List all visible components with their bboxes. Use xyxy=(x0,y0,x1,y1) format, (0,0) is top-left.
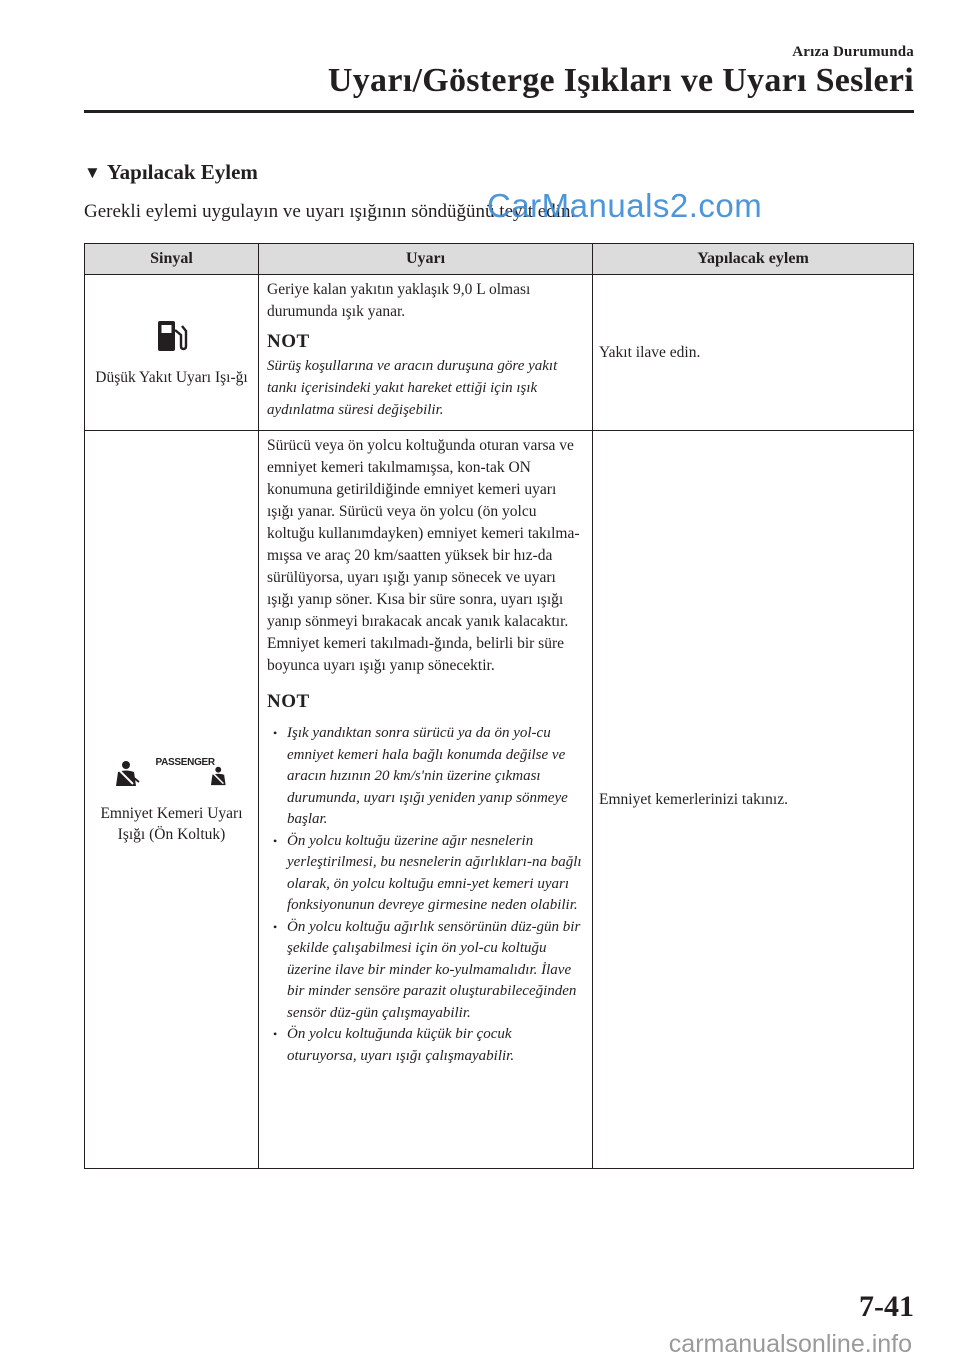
intro-text: Gerekli eylemi uygulayın ve uyarı ışığının söndüğünü teyit edin. xyxy=(84,201,576,222)
watermark-top: CarManuals2.com xyxy=(487,187,763,224)
signal-name: Düşük Yakıt Uyarı Işı-ğı xyxy=(95,368,248,386)
subsection-title: Yapılacak Eylem xyxy=(106,160,258,184)
action-cell: Yakıt ilave edin. xyxy=(593,275,914,431)
header-warning: Uyarı xyxy=(259,244,593,275)
watermark-bottom: carmanualsonline.info xyxy=(668,1330,912,1358)
signal-name: Emniyet Kemeri Uyarı Işığı (Ön Koltuk) xyxy=(100,805,243,843)
passenger-label: PASSENGER xyxy=(155,757,215,768)
table-row xyxy=(85,431,914,1169)
note-bullets xyxy=(267,723,584,1067)
signal-cell xyxy=(85,275,259,431)
seatbelt-icon xyxy=(112,760,142,790)
warning-text: Geriye kalan yakıtın yaklaşık 9,0 L olması durumunda ışık yanar. xyxy=(267,281,531,320)
passenger-seatbelt-icon xyxy=(208,766,230,788)
warning-table xyxy=(84,243,914,1169)
header-signal: Sinyal xyxy=(85,244,259,275)
signal-cell xyxy=(85,431,259,1169)
list-item: • Ön yolcu koltuğu ağırlık sensörünün düz-gün bir şekilde çalışabilmesi için ön yol-cu koltuğu üzerine ilave bir minder ko-yulmamalıdır. İlave bir minder sensöre parazit oluşturabileceğinden sensör düz-gün çalışmayabilir. xyxy=(273,918,581,1021)
note-title: NOT xyxy=(267,691,310,712)
note-title: NOT xyxy=(267,331,310,352)
section-label: Arıza Durumunda xyxy=(792,44,914,60)
action-cell: Emniyet kemerlerinizi takınız. xyxy=(593,431,914,1169)
header-action: Yapılacak eylem xyxy=(593,244,914,275)
warning-cell xyxy=(259,275,593,431)
table-row xyxy=(85,275,914,431)
seatbelt-icon-group xyxy=(112,754,232,790)
list-item: • Ön yolcu koltuğunda küçük bir çocuk oturuyorsa, uyarı ışığı çalışmayabilir. xyxy=(273,1026,515,1064)
header-rule xyxy=(84,110,914,113)
warning-cell xyxy=(259,431,593,1169)
fuel-pump-icon xyxy=(155,318,189,359)
list-item: • Ön yolcu koltuğu üzerine ağır nesnelerin yerleştirilmesi, bu nesnelerin ağırlıkları-na bağlı olarak, ön yolcu koltuğu emni-yet kemeri uyarı fonksiyonunun devreye girmesine neden olabilir. xyxy=(273,832,582,913)
subsection-heading xyxy=(84,160,258,185)
chapter-title: Uyarı/Gösterge Işıkları ve Uyarı Sesleri xyxy=(327,62,914,99)
page-number: 7-41 xyxy=(859,1290,914,1323)
triangle-marker-icon: ▼ xyxy=(84,163,101,182)
note-text: Sürüş koşullarına ve aracın duruşuna göre yakıt tankı içerisindeki yakıt hareket ettiği için ışık aydınlatma süresi değişebilir. xyxy=(267,358,558,418)
list-item: • Işık yandıktan sonra sürücü ya da ön yol-cu emniyet kemeri hala bağlı konumda değilse ve aracın hızının 20 km/s'nin üzerine çıkması durumunda, uyarı ışığı yeniden yanıp sönmeye başlar. xyxy=(273,725,568,827)
table-header-row xyxy=(85,244,914,275)
warning-text: Sürücü veya ön yolcu koltuğunda oturan varsa ve emniyet kemeri takılmamışsa, kon-tak ON konumuna getirildiğinde emniyet kemeri uyarı ışığı yanar. Sürücü veya ön yolcu (ön yolcu koltuğu kullanımdayken) emniyet kemeri takılma-mışsa ve araç 20 km/saatten yüksek bir hız-da sürülüyorsa, uyarı ışığı yanıp sönecek ve uyarı ışığı yanıp söner. Kısa bir süre sonra, uyarı ışığı yanıp sönmeyi bırakacak ancak yanık kalacaktır. Emniyet kemeri takılmadı-ğında, belirli bir süre boyunca uyarı ışığı yanıp sönecektir. xyxy=(267,437,580,674)
